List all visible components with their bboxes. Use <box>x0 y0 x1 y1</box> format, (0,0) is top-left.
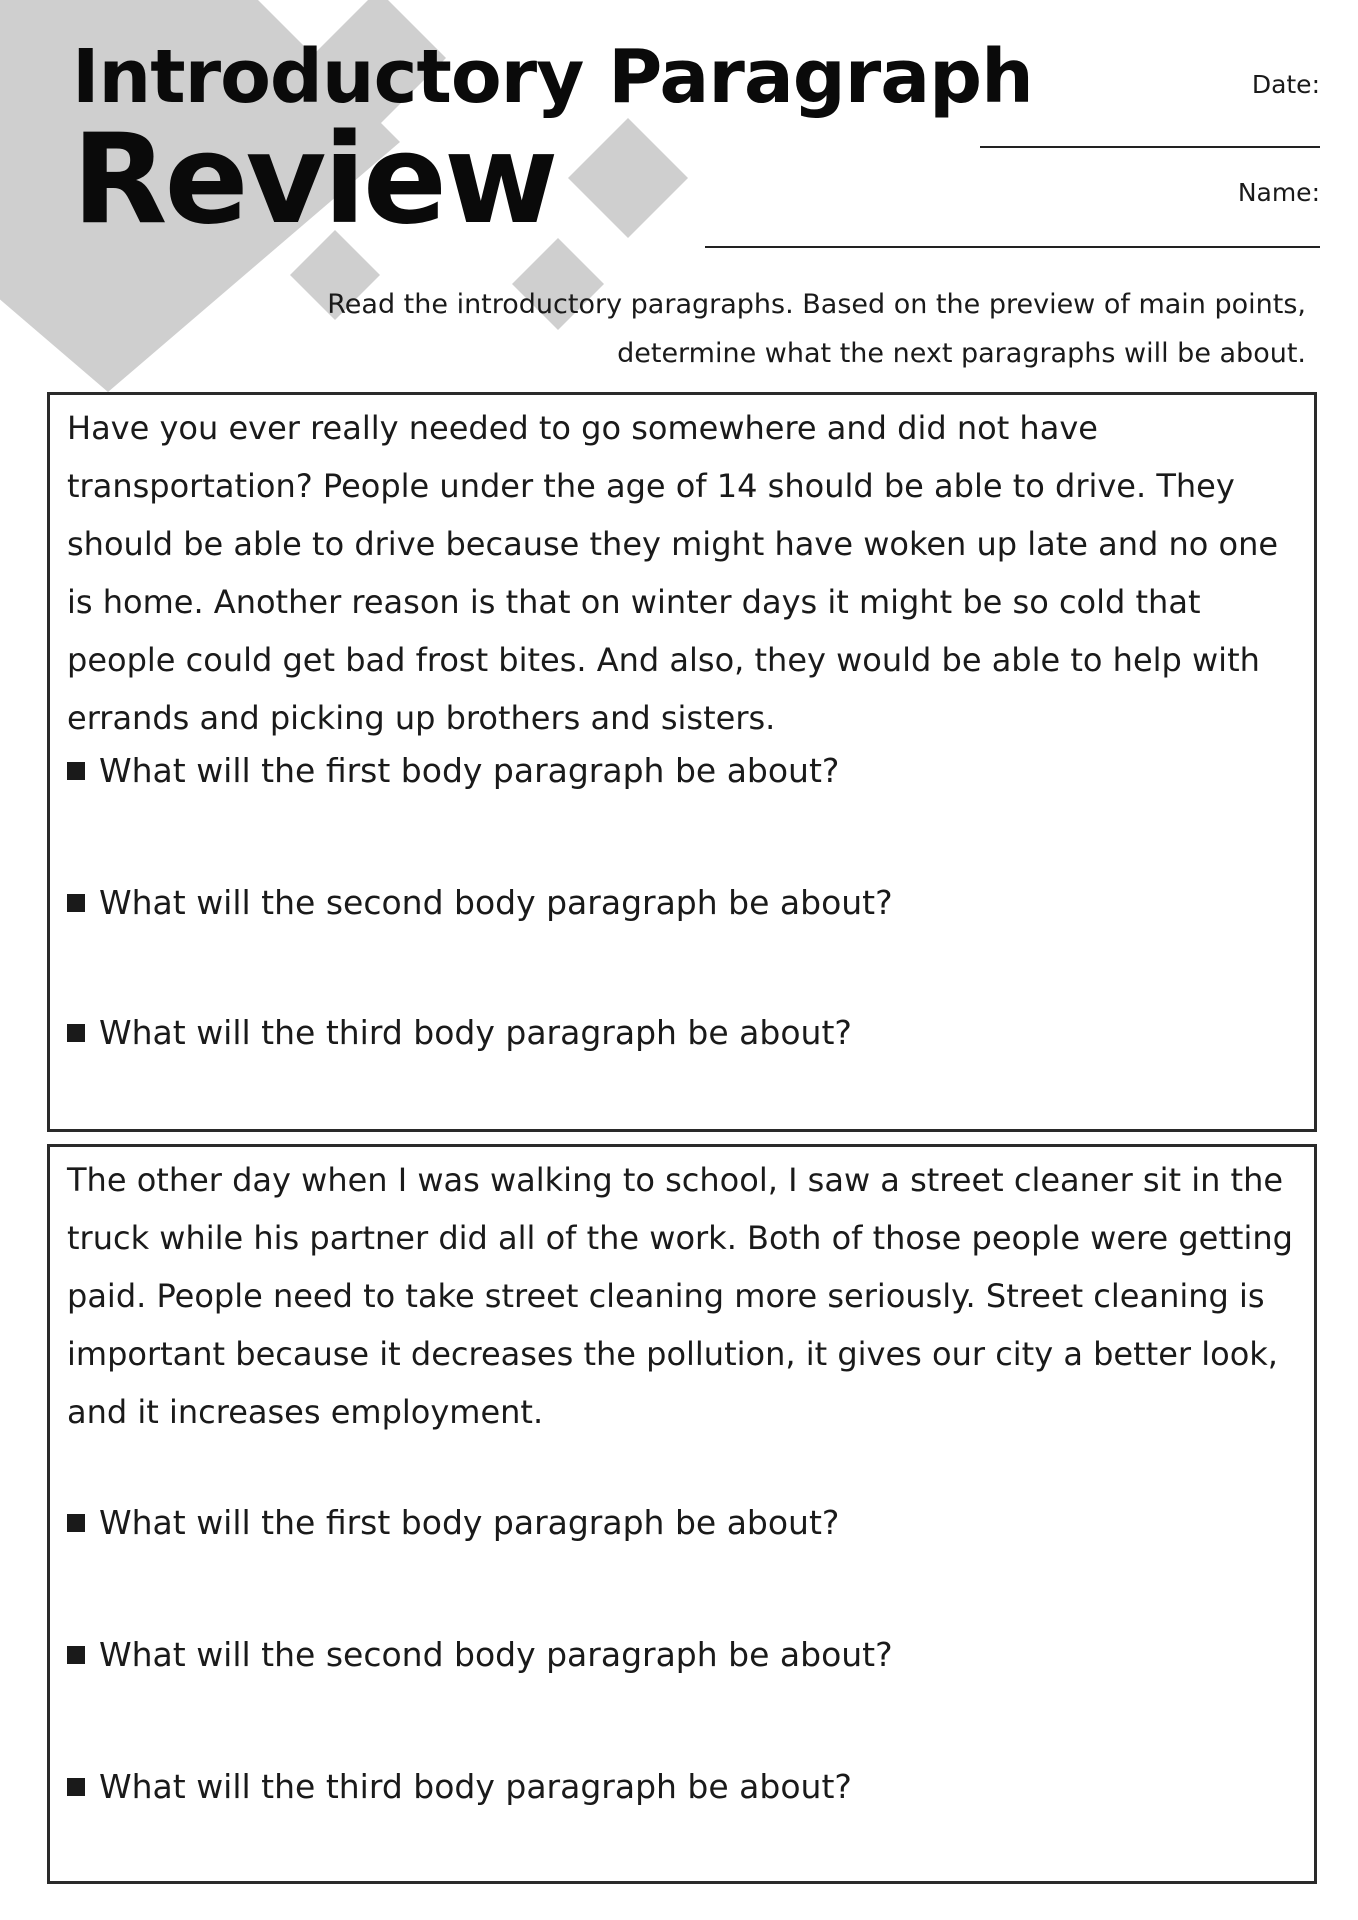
question-text: What will the third body paragraph be about? <box>99 1767 852 1806</box>
passage-1: Have you ever really needed to go somewhere and did not have transportation? People under the age of 14 should be able to drive. They should be able to drive because they might have woken up late and no one is home. Another reason is that on winter days it might be so cold that people could get bad frost bites. And also, they would be able to help with errands and picking up brothers and sisters. <box>67 409 1279 737</box>
passage-2: The other day when I was walking to school, I saw a street cleaner sit in the truck while his partner did all of the work. Both of those people were getting paid. People need to take street cleaning more seriously. Street cleaning is important because it decreases the pollution, it gives our city a better look, and it increases employment. <box>67 1161 1293 1431</box>
title-line-introductory-paragraph: Introductory Paragraph <box>72 34 1033 120</box>
date-label: Date: <box>1251 70 1320 99</box>
question-1-first-body <box>67 751 839 790</box>
question-2-third-body <box>67 1767 852 1806</box>
square-bullet-icon <box>67 1646 85 1664</box>
question-text: What will the second body paragraph be about? <box>99 883 893 922</box>
name-field-line[interactable] <box>705 246 1320 248</box>
name-label: Name: <box>1237 178 1320 207</box>
instructions <box>306 280 1306 378</box>
question-text: What will the second body paragraph be about? <box>99 1635 893 1674</box>
question-1-third-body <box>67 1013 852 1052</box>
exercise-box-2 <box>47 1144 1317 1884</box>
question-text: What will the first body paragraph be about? <box>99 1503 840 1542</box>
question-2-first-body <box>67 1503 839 1542</box>
square-bullet-icon <box>67 894 85 912</box>
square-bullet-icon <box>67 1778 85 1796</box>
date-field-line[interactable] <box>980 146 1320 148</box>
question-text: What will the third body paragraph be about? <box>99 1013 852 1052</box>
worksheet-title <box>72 34 1033 252</box>
instructions-line-2: determine what the next paragraphs will be about. <box>617 338 1306 369</box>
question-2-second-body <box>67 1635 893 1674</box>
title-line-review: Review <box>72 108 556 252</box>
square-bullet-icon <box>67 1024 85 1042</box>
question-text: What will the first body paragraph be about? <box>99 751 840 790</box>
exercise-box-1 <box>47 392 1317 1132</box>
question-1-second-body <box>67 883 893 922</box>
instructions-line-1: Read the introductory paragraphs. Based on the preview of main points, <box>327 289 1306 320</box>
square-bullet-icon <box>67 1514 85 1532</box>
square-bullet-icon <box>67 762 85 780</box>
